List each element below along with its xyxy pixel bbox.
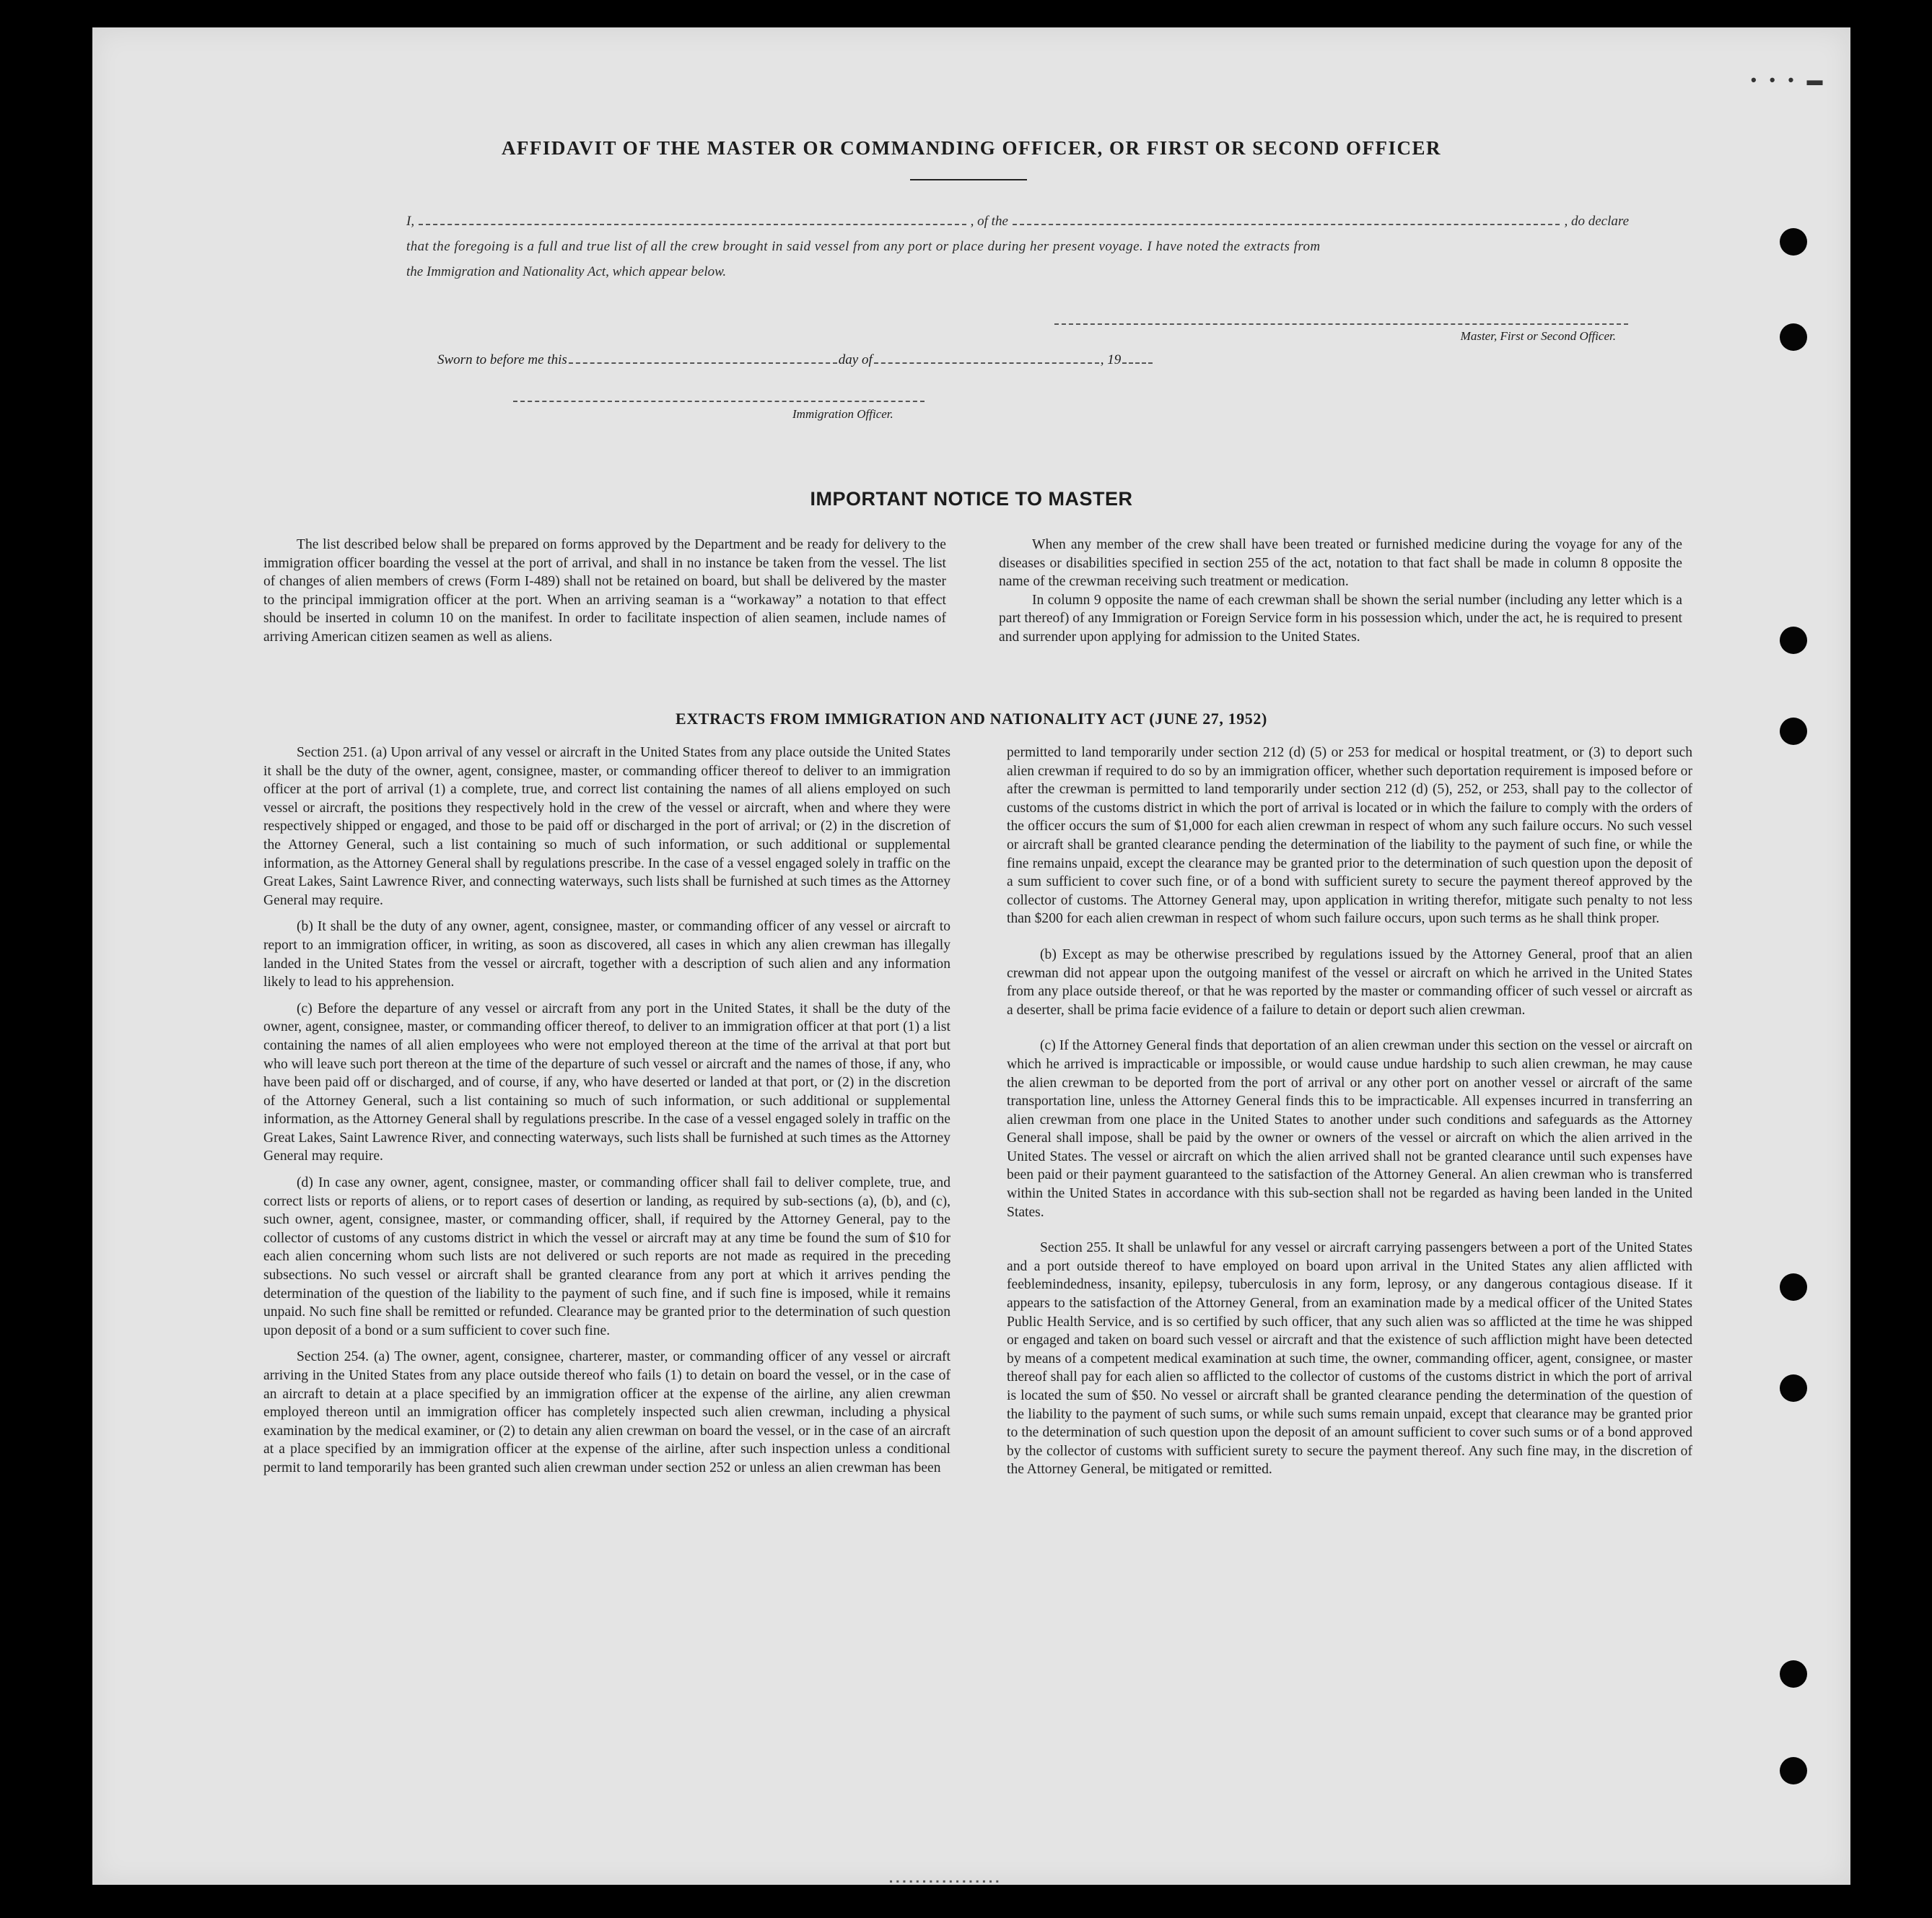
- sworn-year-blank[interactable]: [1122, 352, 1153, 364]
- immigration-officer-label: Immigration Officer.: [792, 407, 893, 421]
- section-paragraph: (c) Before the departure of any vessel or aircraft from any port in the United States, it shall be the duty of the owner, agent, consignee, master, or commanding officer thereof, to deliver to an immigration officer at that port (1) a list containing the names of all alien employees who were not employed thereon at the time of the arrival at that port but who will leave such port thereon at the time of the departure of such vessel or aircraft and the names of those, if any, who have been paid off or discharged, and of course, if any, who have deserted or landed at that port, or (2) in the discretion of the Attorney General, such a list containing so much of such information, or such additional or supplemental information, as the Attorney General shall by regulations prescribe. In the case of a vessel engaged solely in traffic on the Great Lakes, Saint Lawrence River, and connecting waterways, such lists shall be furnished at such times as the Attorney General may require.: [263, 1001, 950, 1164]
- of-the-label: , of the: [970, 214, 1008, 229]
- extracts-right-column: [1007, 744, 1692, 1496]
- do-declare-label: , do declare: [1564, 214, 1630, 229]
- binder-hole: [1780, 627, 1807, 654]
- affidavit-title: AFFIDAVIT OF THE MASTER OR COMMANDING OFFICER, OR FIRST OR SECOND OFFICER: [501, 137, 1442, 159]
- vessel-blank[interactable]: [1013, 214, 1560, 225]
- declaration-line-1: [406, 214, 1629, 230]
- binder-hole: [1780, 1374, 1807, 1402]
- master-signature-label: Master, First or Second Officer.: [1460, 329, 1616, 343]
- section-paragraph: Section 251. (a) Upon arrival of any vessel or aircraft in the United States from any place outside the United States it shall be the duty of the owner, agent, consignee, master, or commanding officer thereof to deliver to an immigration officer at the port of arrival (1) a complete, true, and correct list containing the names of all aliens employed on such vessel or aircraft, the positions they respectively hold in the crew of the vessel or aircraft, when and where they were respectively shipped or engaged, and those to be paid off or discharged in the port of arrival; or (2) in the discretion of the Attorney General, such a list containing so much of such information, or such additional or supplemental information, as the Attorney General shall by regulations prescribe. In the case of a vessel engaged solely in traffic on the Great Lakes, Saint Lawrence River, and connecting waterways, such lists shall be furnished at such times as the Attorney General may require.: [263, 745, 950, 908]
- section-paragraph: (b) It shall be the duty of any owner, agent, consignee, master, or commanding officer of any vessel or aircraft to report to an immigration officer, in writing, as soon as discovered, all cases in which any alien crewman has illegally landed in the United States from the vessel or aircraft, together with a description of such alien and any information likely to lead to his apprehension.: [263, 919, 950, 990]
- sworn-line: [437, 352, 1332, 368]
- sworn-month-blank[interactable]: [874, 352, 1099, 364]
- declaration-line-2: that the foregoing is a full and true list of all the crew brought in said vessel from any port or place during her present voyage. I have noted the extracts from: [406, 239, 1321, 254]
- year-label: , 19: [1100, 352, 1122, 367]
- notice-paragraph: In column 9 opposite the name of each crewman shall be shown the serial number (including any letter which is a part thereof) of any Immigration or Foreign Service form in his possession which, under the act, he is required to present and surrender upon applying for admission to the United States.: [999, 592, 1682, 645]
- sworn-label: Sworn to before me this: [437, 352, 567, 367]
- binder-hole: [1780, 718, 1807, 745]
- section-paragraph: (c) If the Attorney General finds that deportation of an alien crewman under this section on the vessel or aircraft on which he arrived is impracticable or impossible, or would cause undue hardship to such alien crewman, he may cause the alien crewman to be deported from the port of arrival or any other port on another vessel or aircraft of the same transportation line, unless the Attorney General finds this to be impracticable. All expenses incurred in transferring an alien crewman from one place in the United States to another under such conditions and safeguards as the Attorney General shall impose, shall be paid by the owner or owners of the vessel or aircraft on which the alien arrived in the United States. The vessel or aircraft on which the alien arrived shall not be granted clearance until such expenses have been paid or their payment guaranteed to the satisfaction of the Attorney General. An alien crewman who is transferred within the United States in accordance with this sub-section shall not be regarded as having been landed in the United States.: [1007, 1038, 1692, 1220]
- notice-right-column: [999, 536, 1682, 647]
- notice-title: IMPORTANT NOTICE TO MASTER: [810, 488, 1133, 510]
- notice-left-column: [263, 536, 946, 655]
- notice-paragraph: When any member of the crew shall have been treated or furnished medicine during the voyage for any of the diseases or disabilities specified in section 255 of the act, notation to that fact shall be made in column 8 opposite the name of the crewman receiving such treatment or medication.: [999, 537, 1682, 590]
- section-paragraph: Section 255. It shall be unlawful for any vessel or aircraft carrying passengers between a port of the United States and a port outside thereof to have employed on board upon arrival in the United States any alien afflicted with feeblemindedness, insanity, epilepsy, tuberculosis in any form, leprosy, or any dangerous contagious disease. If it appears to the satisfaction of the Attorney General, from an examination made by a medical officer of the United States Public Health Service, and is so certified by such officer, that any such alien was so afflicted at the time he was shipped or engaged and taken on board such vessel or aircraft and that the existence of such affliction might have been detected by means of a competent medical examination at such time, the owner, commanding officer, agent, consignee, or master thereof shall pay for each alien so afflicted to the collector of customs of the customs district in which the port of arrival is located the sum of $50. No vessel or aircraft shall be granted clearance pending the determination of the question of the liability to the payment of such sums, or while such sums remain unpaid, except that clearance may be granted prior to the determination of such question upon the deposit of an amount sufficient to cover such sums or of a bond approved by the collector of customs with sufficient surety to secure the payment thereof. Any such fine may, in the discretion of the Attorney General, be mitigated or remitted.: [1007, 1240, 1692, 1478]
- master-signature-blank[interactable]: [1054, 323, 1628, 325]
- title-rule: [910, 179, 1027, 180]
- extracts-title: EXTRACTS FROM IMMIGRATION AND NATIONALITY ACT (JUNE 27, 1952): [676, 710, 1267, 728]
- declaration-i-label: I,: [406, 214, 415, 229]
- extracts-left-column: [263, 744, 950, 1486]
- corner-marks: • • • ▬: [1751, 71, 1827, 89]
- name-blank[interactable]: [419, 214, 966, 225]
- binder-hole: [1780, 323, 1807, 351]
- binder-hole: [1780, 1757, 1807, 1784]
- section-paragraph: permitted to land temporarily under section 212 (d) (5) or 253 for medical or hospital treatment, or (3) to deport such alien crewman if required to do so by an immigration officer, whether such deportation requirement is imposed before or after the crewman is permitted to land temporarily under section 212 (d) (5), 252, or 253, shall pay to the collector of customs of the customs district in which the port of arrival is located or in which the failure to comply with the orders of the officer occurs the sum of $1,000 for each alien crewman in respect of whom any such failure occurs. No such vessel or aircraft shall be granted clearance pending the determination of the liability to the payment of such fine, or while the fine remains unpaid, except the clearance may be granted prior to the determination of such question upon the deposit of a sum sufficient to cover such fine, or of a bond with sufficient surety to secure the payment thereof approved by the collector of customs. The Attorney General may, upon application in writing therefor, mitigate such penalty to not less than $200 for each alien crewman in respect of whom such failure occurs, upon such terms as he shall think proper.: [1007, 745, 1692, 927]
- form-page: [92, 27, 1850, 1885]
- binder-hole: [1780, 1660, 1807, 1688]
- binder-hole: [1780, 1273, 1807, 1301]
- sworn-day-blank[interactable]: [569, 352, 837, 364]
- day-of-label: day of: [838, 352, 873, 367]
- notice-paragraph: The list described below shall be prepared on forms approved by the Department and be ready for delivery to the immigration officer boarding the vessel at the port of arrival, and shall in no instance be taken from the vessel. The list of changes of alien members of crews (Form I-489) shall not be retained on board, but shall be delivered by the master to the principal immigration officer at the port. When an arriving seaman is a “workaway” a notation to that effect should be inserted in column 10 on the manifest. In order to facilitate inspection of alien seamen, include names of arriving American citizen seamen as well as aliens.: [263, 537, 946, 645]
- section-paragraph: (b) Except as may be otherwise prescribed by regulations issued by the Attorney General, proof that an alien crewman did not appear upon the outgoing manifest of the vessel or aircraft on which he arrived in the United States from any place outside thereof, or that he was reported by the master or commanding officer of such vessel or aircraft as a deserter, shall be prima facie evidence of a failure to detain or deport such alien crewman.: [1007, 946, 1692, 1018]
- section-paragraph: Section 254. (a) The owner, agent, consignee, charterer, master, or commanding officer of any vessel or aircraft arriving in the United States from any place outside thereof who fails (1) to detain on board the vessel, or in the case of an aircraft to detain at a place specified by an immigration officer at the expense of the airline, any alien crewman employed thereon until an immigration officer has completely inspected such alien crewman, including a physical examination by the medical examiner, or (2) to detain any alien crewman on board the vessel, or in the case of an aircraft at a place specified by an immigration officer at the expense of the airline, after such inspection unless a conditional permit to land temporarily has been granted such alien crewman under section 252 or unless an alien crewman has been: [263, 1349, 950, 1475]
- bottom-marks: ▪▪▪▪▪▪▪▪▪▪▪▪▪▪▪▪▪: [888, 1877, 1002, 1887]
- immigration-officer-blank[interactable]: [513, 401, 925, 402]
- declaration-line-3: the Immigration and Nationality Act, which appear below.: [406, 264, 727, 279]
- binder-hole: [1780, 228, 1807, 256]
- section-paragraph: (d) In case any owner, agent, consignee, master, or commanding officer shall fail to deliver complete, true, and correct lists or reports of aliens, or to report cases of desertion or landing, as required by sub-sections (a), (b), and (c), such owner, agent, consignee, master, or commanding officer, shall, if required by the Attorney General, pay to the collector of customs of any customs district in which the vessel or aircraft may at any time be found the sum of $10 for each alien concerning whom such lists are not delivered or such reports are not made as required in the preceding subsections. No such vessel or aircraft shall be granted clearance from any port at which it arrives pending the determination of the question of the liability to the payment of such fine, and if such fine is imposed, while it remains unpaid. No such fine shall be remitted or refunded. Clearance may be granted prior to the determination of such question upon deposit of a bond or a sum sufficient to cover such fine.: [263, 1175, 950, 1338]
